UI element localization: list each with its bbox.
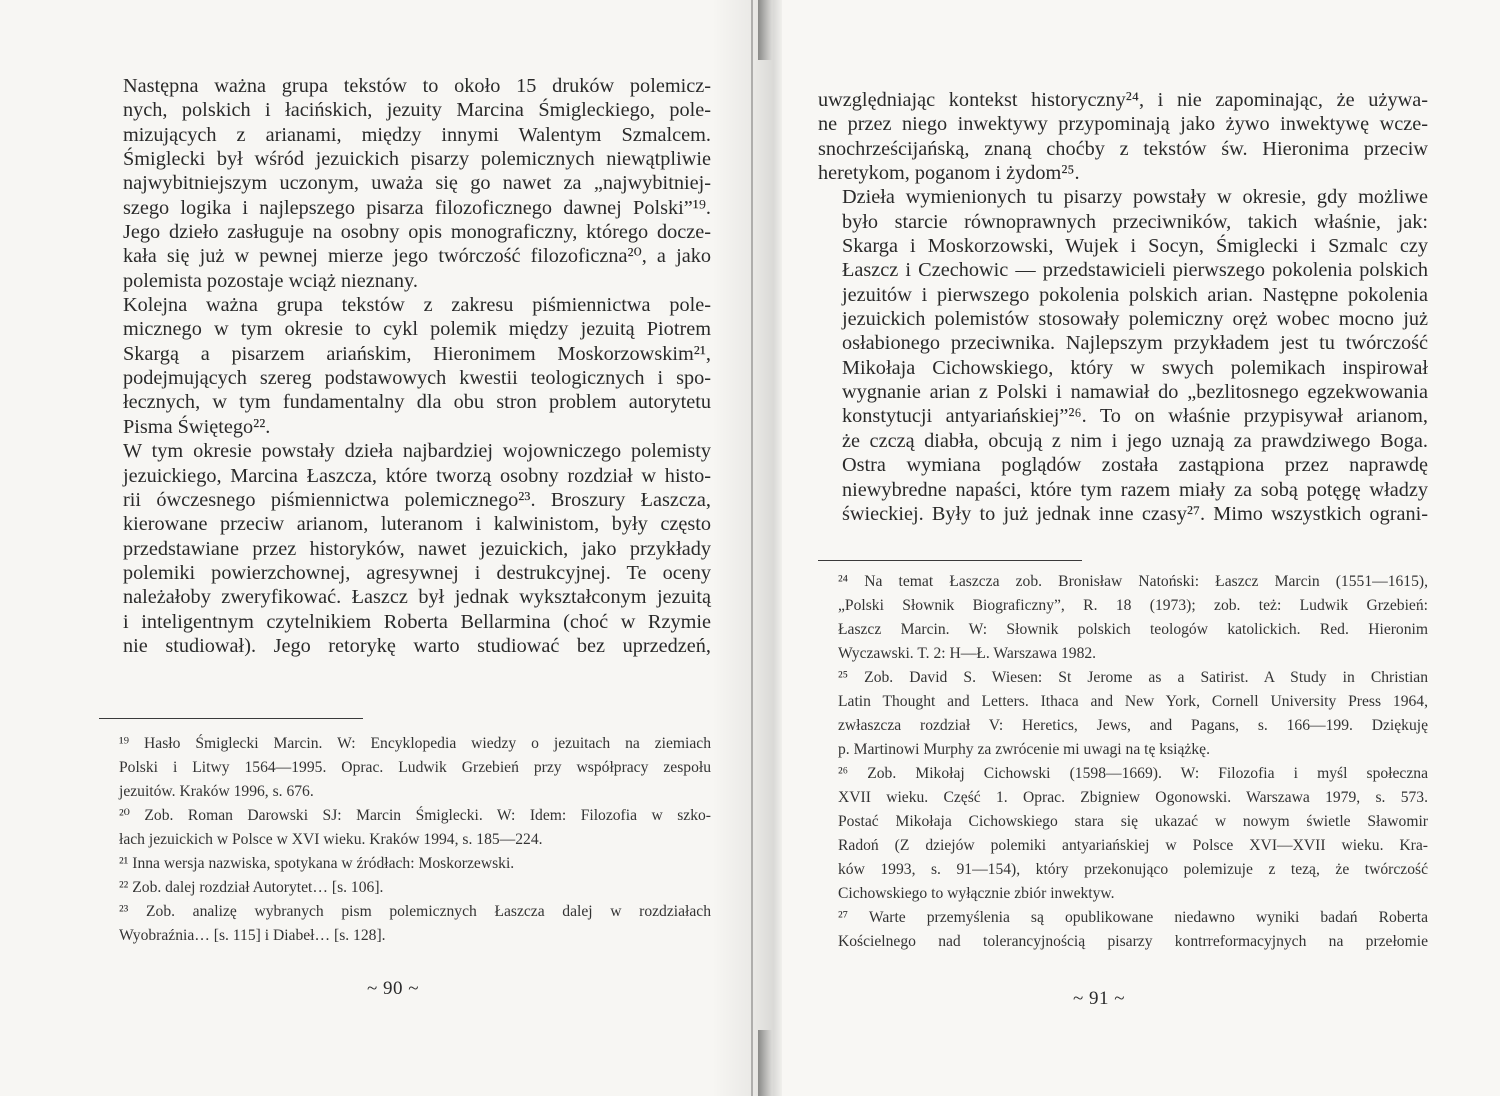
footnote	[99, 852, 711, 876]
text-line: świeckiej. Były to już jednak inne czasy²⁷. Mimo wszystkich ograni-	[842, 502, 1428, 525]
text-line: jezuitów i pierwszego pokolenia polskich arian. Następne pokolenia	[842, 283, 1428, 306]
text-line: jezuickich polemistów stosowały polemiczny oręż wobec mocno już	[842, 308, 1428, 331]
footnote-line: ²¹ Inna wersja nazwiska, spotykana w źródłach: Moskorzewski.	[119, 855, 515, 872]
right-footnotes	[818, 570, 1428, 954]
footnote-line: „Polski Słownik Biograficzny”, R. 18 (1973); zob. też: Ludwik Grzebień:	[838, 597, 1428, 614]
page-number: ~ 90 ~	[367, 978, 420, 999]
text-line: Dzieła wymienionych tu pisarzy powstały w okresie, gdy możliwe	[842, 186, 1428, 209]
footnote	[818, 570, 1428, 666]
text-line: osłabionego przeciwnika. Najlepszym przykładem jest tu twórczość	[842, 332, 1428, 355]
text-line: rii ówczesnego piśmiennictwa polemicznego²³. Broszury Łaszcza,	[123, 488, 711, 511]
text-line: Mikołaja Cichowskiego, który w swych polemikach inspirował	[842, 356, 1428, 379]
footnote-separator	[818, 560, 1082, 561]
footnote-line: Wyczawski. T. 2: H—Ł. Warszawa 1982.	[838, 645, 1097, 662]
paragraph	[99, 293, 711, 439]
footnote-line: Łaszcz Marcin. W: Słownik polskich teologów katolickich. Red. Hieronim	[838, 621, 1428, 638]
text-line: nych, polskich i łacińskich, jezuity Marcina Śmigleckiego, pole-	[123, 99, 711, 122]
footnote-line: Radoń (Z dziejów polemiki antyariańskiej w Polsce XVI—XVII wieku. Kra-	[838, 837, 1428, 854]
paragraph	[818, 185, 1428, 526]
footnote	[99, 732, 711, 804]
footnote-separator	[99, 718, 363, 719]
text-line: wygnanie arian z Polski i namawiał do „bezlitosnego egzekwowania	[842, 381, 1428, 404]
text-line: jezuickiego, Marcina Łaszcza, które tworzą osobny rozdział w histo-	[123, 464, 711, 487]
text-line: nie studiował). Jego retorykę warto studiować bez uprzedzeń,	[123, 634, 711, 657]
text-line: przedstawiane przez historyków, nawet jezuickich, jako przykłady	[123, 537, 711, 560]
footnote-line: ²⁷ Warte przemyślenia są opublikowane niedawno wyniki badań Roberta	[838, 909, 1428, 926]
left-footnotes	[99, 732, 711, 948]
footnote-line: ków 1993, s. 91—154), który przekonująco polemizuje z tezą, że twórczość	[838, 861, 1428, 878]
footnote-line: zwłaszcza rozdział V: Heretics, Jews, and Pagans, s. 166—199. Dziękuję	[838, 717, 1428, 734]
footnote	[818, 762, 1428, 906]
text-line: polemista pozostaje wciąż nieznany.	[123, 269, 418, 292]
text-line: micznego w tym okresie to cykl polemik między jezuitą Piotrem	[123, 318, 711, 341]
text-line: Jego dzieło zasługuje na osobny opis monograficzny, którego docze-	[123, 221, 711, 244]
left-page-body	[99, 74, 711, 658]
spine-mark-bottom	[758, 1030, 772, 1096]
text-line: Skarga i Moskorzowski, Wujek i Socyn, Śmiglecki i Szmalc czy	[842, 235, 1428, 258]
text-line: Łaszcz i Czechowic — przedstawicieli pierwszego pokolenia polskich	[842, 259, 1428, 282]
text-line: heretykom, poganom i żydom²⁵.	[818, 162, 1080, 185]
footnote-line: ²³ Zob. analizę wybranych pism polemicznych Łaszcza dalej w rozdziałach	[119, 903, 711, 920]
footnote-line: ²⁰ Zob. Roman Darowski SJ: Marcin Śmiglecki. W: Idem: Filozofia w szko-	[119, 807, 711, 824]
text-line: uwzględniając kontekst historyczny²⁴, i nie zapominając, że używa-	[818, 89, 1428, 111]
text-line: kierowane przeciw arianom, luteranom i kalwinistom, były często	[123, 513, 711, 536]
spine-mark-top	[758, 0, 772, 60]
text-line: że czczą diabła, obcują z nim i jego uznają za prawdziwego Boga.	[842, 429, 1428, 452]
footnote-line: ²⁴ Na temat Łaszcza zob. Bronisław Natoński: Łaszcz Marcin (1551—1615),	[838, 573, 1428, 590]
text-line: Skargą a pisarzem ariańskim, Hieronimem Moskorzowskim²¹,	[123, 342, 711, 365]
footnote-line: XVII wieku. Część 1. Oprac. Zbigniew Ogonowski. Warszawa 1979, s. 573.	[838, 789, 1428, 806]
text-line: niewybredne napaści, które tym razem miały za sobą potęgę władzy	[842, 478, 1428, 501]
text-line: polemiki powierzchownej, agresywnej i destrukcyjnej. Te oceny	[123, 561, 711, 584]
footnote-line: ²⁶ Zob. Mikołaj Cichowski (1598—1669). W: Filozofia i myśl społeczna	[838, 765, 1428, 782]
text-line: i inteligentnym czytelnikiem Roberta Bellarmina (choć w Rzymie	[123, 610, 711, 633]
footnote-line: ¹⁹ Hasło Śmiglecki Marcin. W: Encyklopedia wiedzy o jezuitach na ziemiach	[119, 735, 711, 752]
text-line: mizujących z arianami, między innymi Walentym Szmalcem.	[123, 123, 711, 146]
text-line: Następna ważna grupa tekstów to około 15 druków polemicz-	[123, 75, 711, 97]
text-line: należałoby zweryfikować. Łaszcz był jednak wykształconym jezuitą	[123, 586, 711, 609]
text-line: kała się już w pewnej mierze jego twórczość filozoficzna²⁰, a jako	[123, 245, 711, 268]
footnote-line: łach jezuickich w Polsce w XVI wieku. Kraków 1994, s. 185—224.	[119, 831, 543, 848]
text-line: konstytucji antyariańskiej”²⁶. To on właśnie przypisywał arianom,	[842, 405, 1428, 428]
text-line: ne przez niego inwektywy przypominają jako żywo inwektywę wcze-	[818, 113, 1428, 136]
footnote-line: Cichowskiego to wyłącznie zbiór inwektyw.	[838, 885, 1115, 902]
footnote	[99, 900, 711, 948]
footnote	[818, 906, 1428, 954]
text-line: Śmiglecki był wśród jezuickich pisarzy polemicznych niewątpliwie	[123, 148, 711, 171]
text-line: najwybitniejszym uczonym, uważa się go nawet za „najwybitniej-	[123, 172, 711, 195]
footnote-line: jezuitów. Kraków 1996, s. 676.	[119, 783, 314, 800]
footnote	[818, 666, 1428, 762]
footnote-line: ²² Zob. dalej rozdział Autorytet… [s. 106].	[119, 879, 384, 896]
text-line: było starcie równoprawnych przeciwników, takich właśnie, jak:	[842, 210, 1428, 233]
text-line: W tym okresie powstały dzieła najbardziej wojowniczego polemisty	[123, 440, 711, 463]
text-line: łecznych, w tym fundamentalny dla obu stron problem autorytetu	[123, 391, 711, 414]
page-number: ~ 91 ~	[1073, 988, 1126, 1009]
paragraph	[818, 88, 1428, 185]
footnote-line: Kościelnego nad tolerancyjnością pisarzy kontrreformacyjnych na przełomie	[838, 933, 1428, 950]
footnote-line: ²⁵ Zob. David S. Wiesen: St Jerome as a Satirist. A Study in Christian	[838, 669, 1428, 686]
text-line: Pisma Świętego²².	[123, 415, 271, 438]
book-spine	[751, 0, 753, 1096]
footnote-line: Postać Mikołaja Cichowskiego stara się ukazać w nowym świetle Sławomir	[838, 813, 1428, 830]
footnote	[99, 804, 711, 852]
text-line: Kolejna ważna grupa tekstów z zakresu piśmiennictwa pole-	[123, 294, 711, 317]
paragraph	[99, 439, 711, 658]
paragraph	[99, 74, 711, 293]
text-line: snochrześcijańską, znaną choćby z tekstów św. Hieronima przeciw	[818, 137, 1428, 160]
text-line: szego logika i najlepszego pisarza filozoficznego dawnej Polski”¹⁹.	[123, 196, 711, 219]
footnote-line: Polski i Litwy 1564—1995. Oprac. Ludwik Grzebień przy współpracy zespołu	[119, 759, 711, 776]
text-line: Ostra wymiana poglądów została zastąpiona przez naprawdę	[842, 454, 1428, 477]
footnote	[99, 876, 711, 900]
footnote-line: p. Martinowi Murphy za zwrócenie mi uwagi na tę książkę.	[838, 741, 1210, 758]
footnote-line: Wyobraźnia… [s. 115] i Diabeł… [s. 128].	[119, 927, 386, 944]
text-line: podejmujących szereg podstawowych kwestii teologicznych i spo-	[123, 367, 711, 390]
right-page-body	[818, 88, 1428, 526]
footnote-line: Latin Thought and Letters. Ithaca and New York, Cornell University Press 1964,	[838, 693, 1428, 710]
